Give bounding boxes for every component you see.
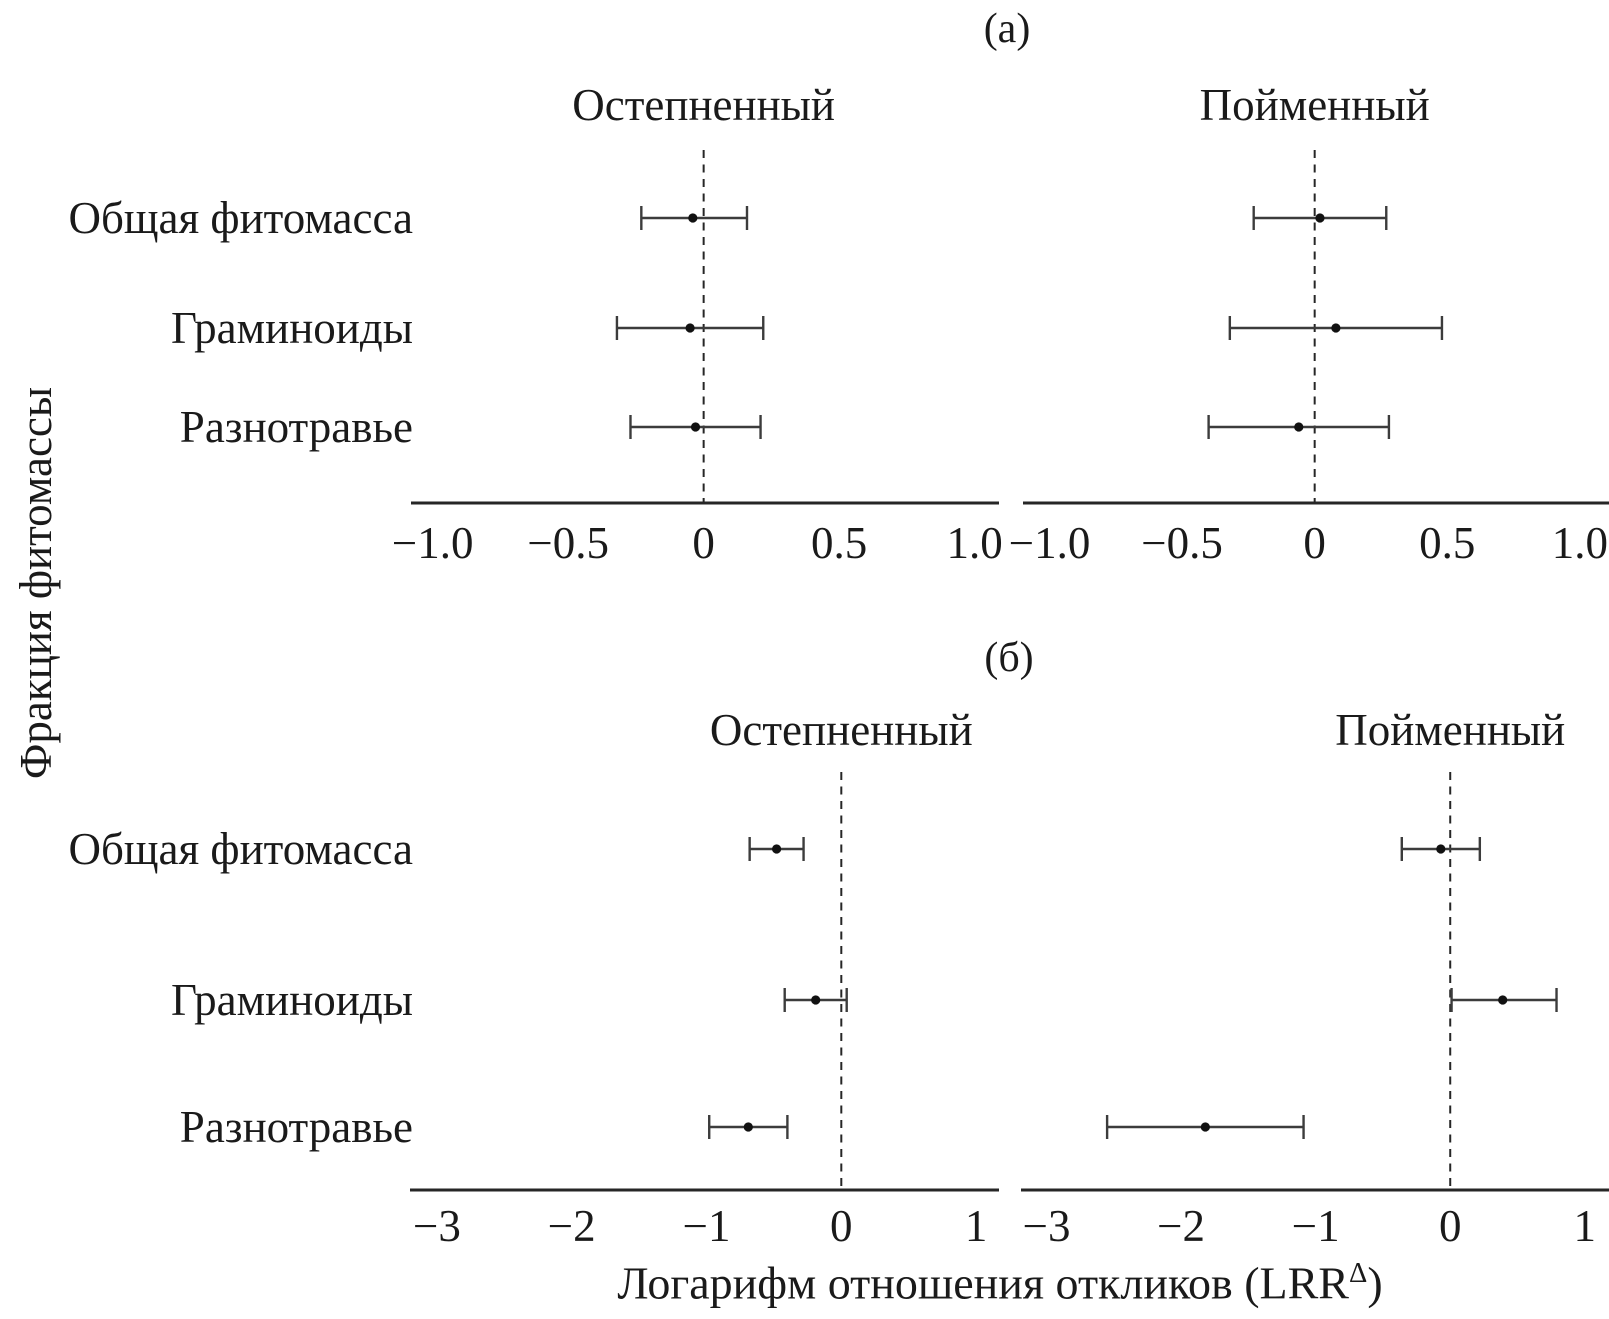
x-tick-label: −2: [547, 1201, 596, 1251]
point-estimate: [1331, 323, 1340, 332]
row-label: Общая фитомасса: [68, 193, 413, 243]
x-axis-label-superscript-delta: Δ: [1348, 1258, 1368, 1290]
point-estimate: [772, 844, 781, 853]
point-estimate: [691, 422, 700, 431]
point-estimate: [1436, 844, 1445, 853]
x-tick-label: 0: [692, 518, 715, 568]
x-tick-label: −2: [1157, 1201, 1206, 1251]
row-label: Общая фитомасса: [68, 824, 413, 874]
x-tick-label: −3: [413, 1201, 461, 1251]
x-tick-label: 1: [1573, 1201, 1597, 1251]
x-tick-label: −0.5: [527, 518, 609, 568]
point-estimate: [1294, 422, 1303, 431]
row-label: Граминоиды: [170, 975, 413, 1025]
x-tick-label: 1.0: [1551, 518, 1608, 568]
x-tick-label: −1: [1291, 1201, 1340, 1251]
row-label: Разнотравье: [179, 1102, 413, 1152]
x-tick-label: −3: [1022, 1201, 1071, 1251]
point-estimate: [744, 1122, 753, 1131]
row-label: Граминоиды: [170, 303, 413, 353]
x-tick-label: 0.5: [811, 518, 868, 568]
point-estimate: [1498, 995, 1507, 1004]
x-tick-label: −1.0: [391, 518, 474, 568]
x-tick-label: 1: [964, 1201, 988, 1251]
x-tick-label: 1.0: [946, 518, 1003, 568]
x-tick-label: −1: [682, 1201, 731, 1251]
x-tick-label: −0.5: [1141, 518, 1223, 568]
subplot-title: Остепненный: [709, 705, 973, 755]
subplot-title: Остепненный: [572, 80, 836, 130]
row-label: Разнотравье: [179, 402, 413, 452]
point-estimate: [688, 213, 697, 222]
subplot-title: Пойменный: [1199, 80, 1430, 130]
x-tick-label: 0: [830, 1201, 853, 1251]
point-estimate: [1201, 1122, 1210, 1131]
x-tick-label: 0: [1438, 1201, 1462, 1251]
x-axis-label-text: Логарифм отношения откликов (LRR: [617, 1257, 1349, 1309]
point-estimate: [811, 995, 820, 1004]
panel-a-label: (а): [983, 6, 1031, 52]
x-axis-label-close-paren: ): [1367, 1257, 1383, 1309]
point-estimate: [1315, 213, 1324, 222]
panel-b-label: (б): [984, 635, 1034, 681]
subplot-title: Пойменный: [1335, 705, 1566, 755]
x-tick-label: 0.5: [1419, 518, 1476, 568]
x-tick-label: −1.0: [1008, 518, 1091, 568]
x-tick-label: 0: [1303, 518, 1326, 568]
point-estimate: [685, 323, 694, 332]
y-axis-label: Фракция фитомассы: [11, 386, 61, 780]
